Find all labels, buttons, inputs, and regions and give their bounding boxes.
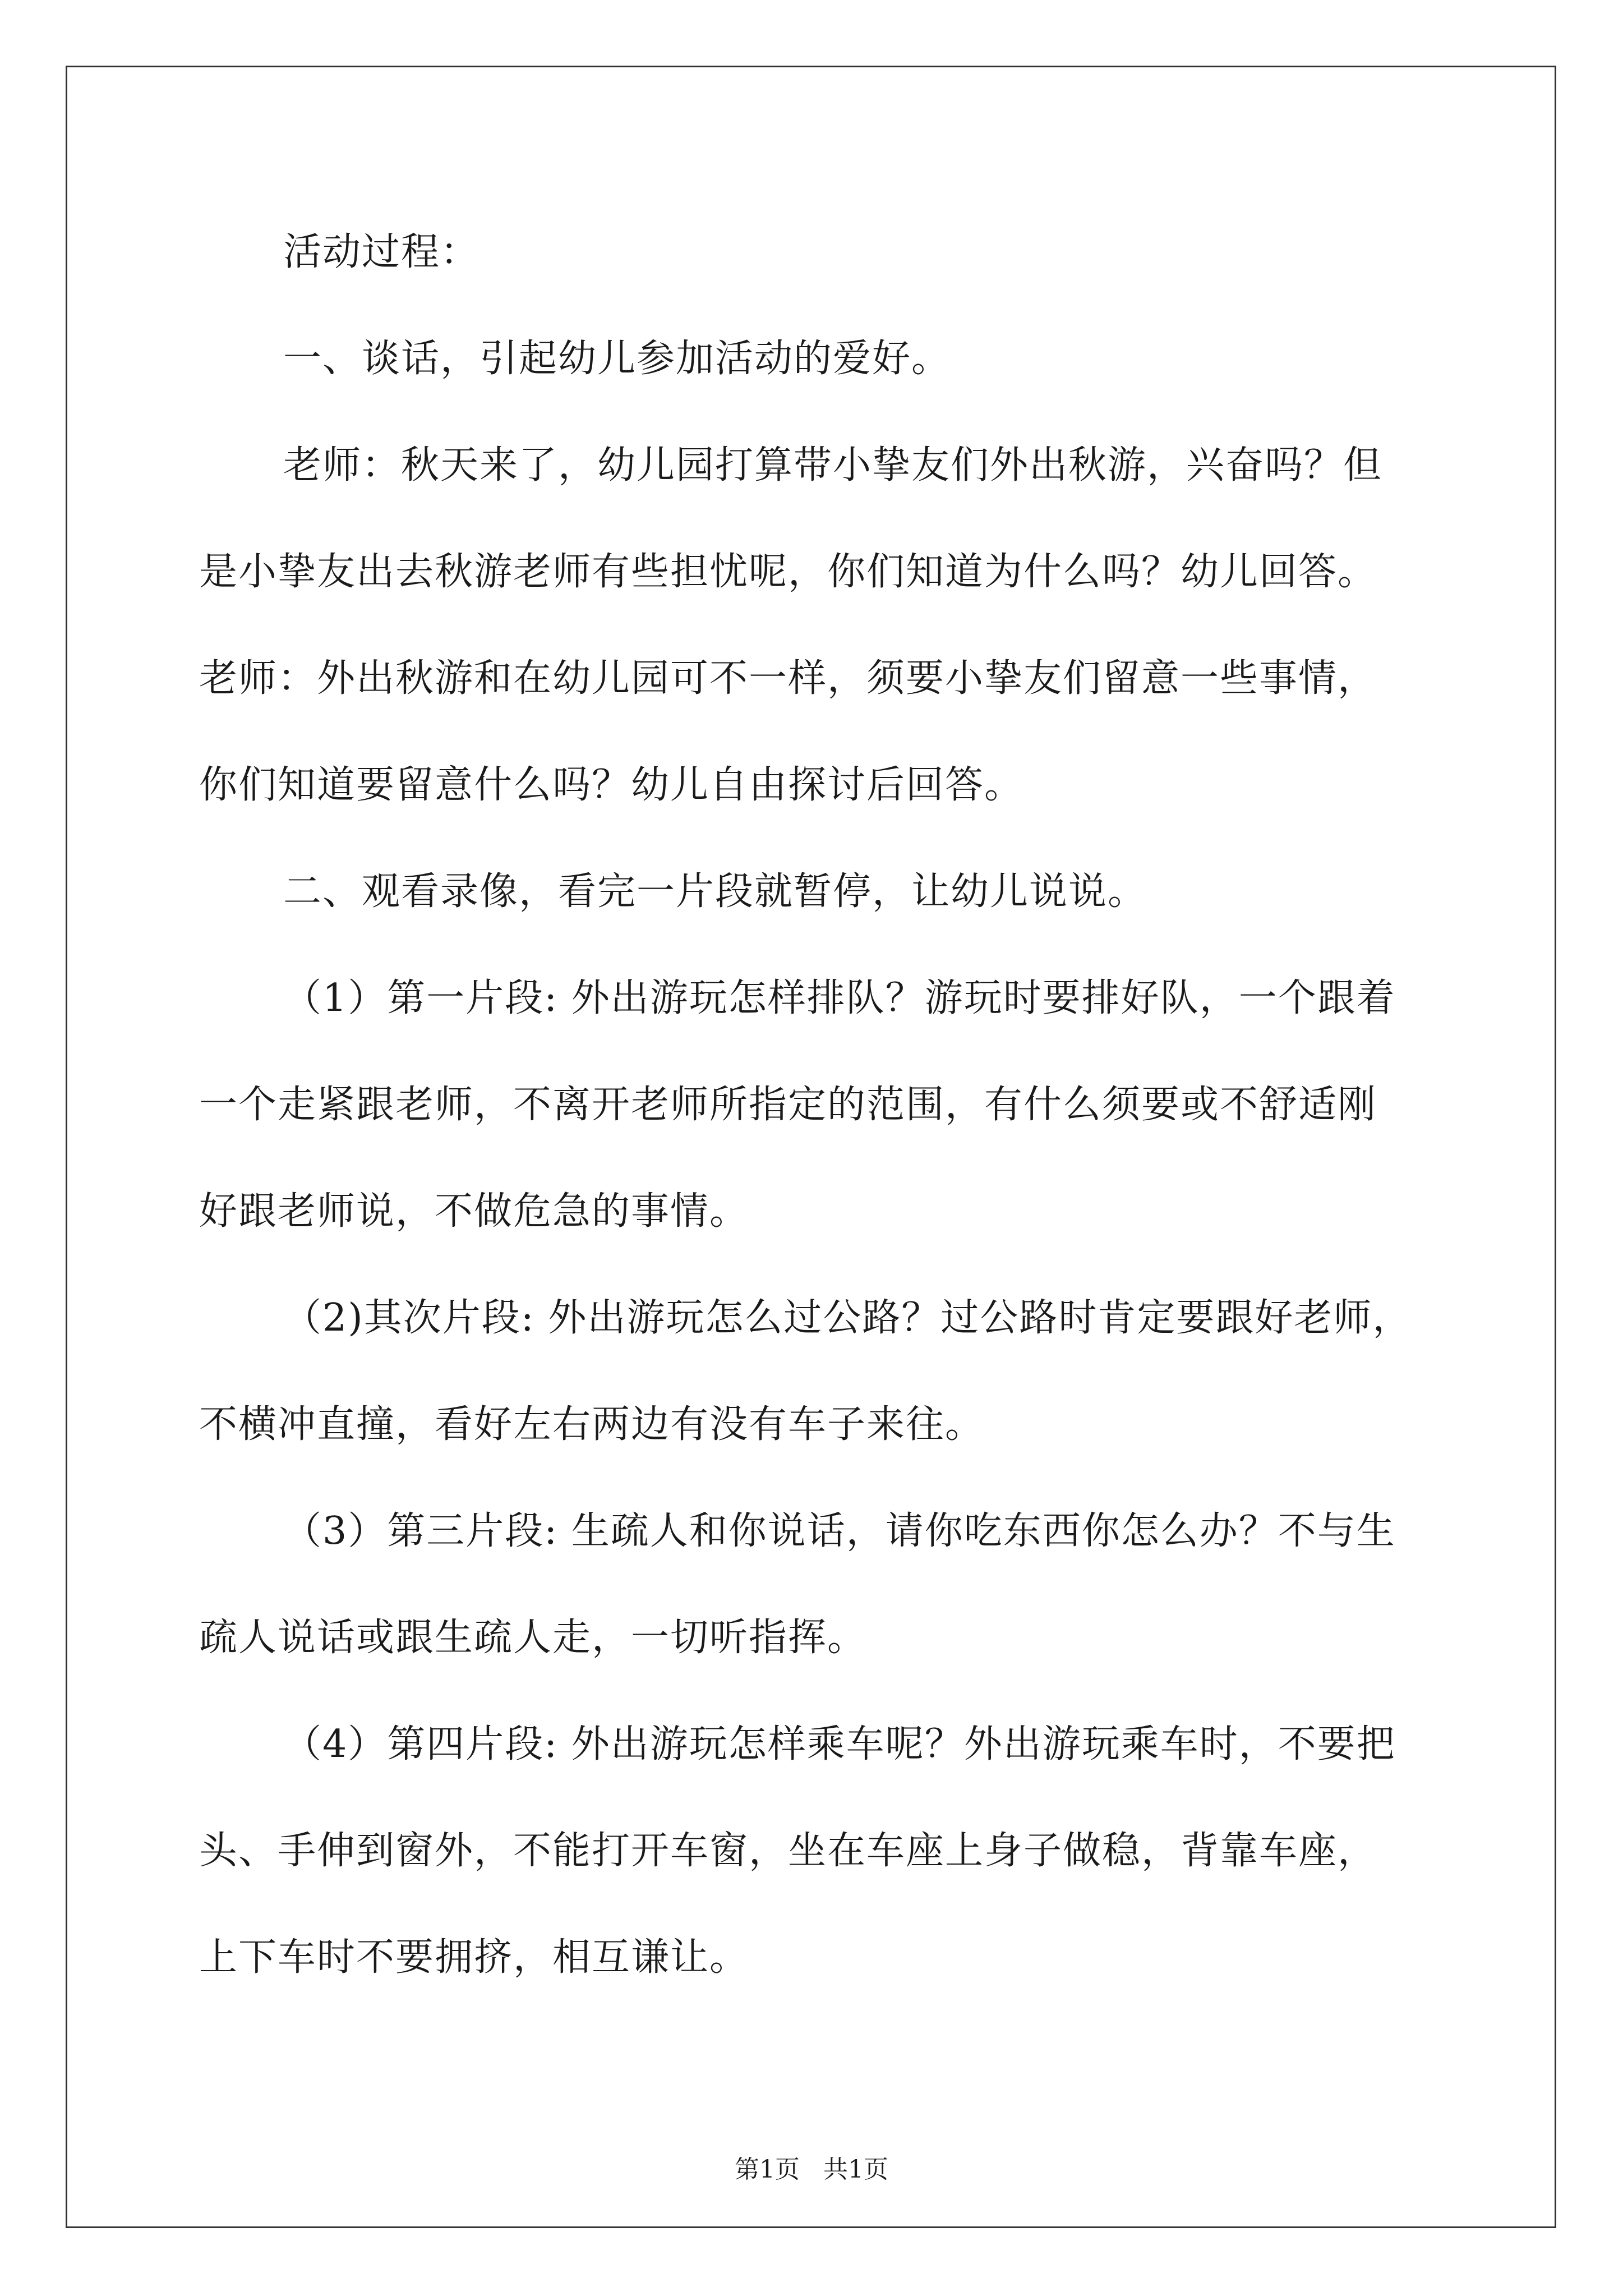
segment1-line: 好跟老师说，不做危急的事情。 <box>199 1189 749 1234</box>
paragraph-line: 你们知道要留意什么吗？幼儿自由探讨后回答。 <box>199 763 1024 807</box>
segment4-line: 头、手伸到窗外，不能打开车窗，坐在车座上身子做稳，背靠车座， <box>199 1829 1377 1873</box>
section1-title: 一、谈话，引起幼儿参加活动的爱好。 <box>283 337 951 381</box>
page-footer: 第1页 共1页 <box>735 2155 888 2184</box>
segment4-line: 上下车时不要拥挤，相互谦让。 <box>199 1935 749 1980</box>
heading: 活动过程： <box>283 230 480 274</box>
paragraph-line: 老师：秋天来了，幼儿园打算带小挚友们外出秋游，兴奋吗？但 <box>283 443 1383 487</box>
section2-title: 二、观看录像，看完一片段就暂停，让幼儿说说。 <box>283 869 1147 914</box>
segment4-line: （4）第四片段: 外出游玩怎样乘车呢？外出游玩乘车时，不要把 <box>283 1722 1396 1766</box>
paragraph-line: 是小挚友出去秋游老师有些担忧呢，你们知道为什么吗？幼儿回答。 <box>199 550 1377 594</box>
segment2-line: （2)其次片段: 外出游玩怎么过公路？过公路时肯定要跟好老师， <box>283 1296 1412 1340</box>
segment1-line: 一个走紧跟老师，不离开老师所指定的范围，有什么须要或不舒适刚 <box>199 1083 1377 1127</box>
page-border <box>66 66 1556 2228</box>
paragraph-line: 老师：外出秋游和在幼儿园可不一样，须要小挚友们留意一些事情， <box>199 656 1377 701</box>
segment3-line: （3）第三片段: 生疏人和你说话，请你吃东西你怎么办？不与生 <box>283 1509 1396 1553</box>
segment1-line: （1）第一片段: 外出游玩怎样排队？游玩时要排好队，一个跟着 <box>283 976 1396 1020</box>
segment2-line: 不横冲直撞，看好左右两边有没有车子来往。 <box>199 1402 985 1447</box>
segment3-line: 疏人说话或跟生疏人走，一切听指挥。 <box>199 1616 867 1660</box>
